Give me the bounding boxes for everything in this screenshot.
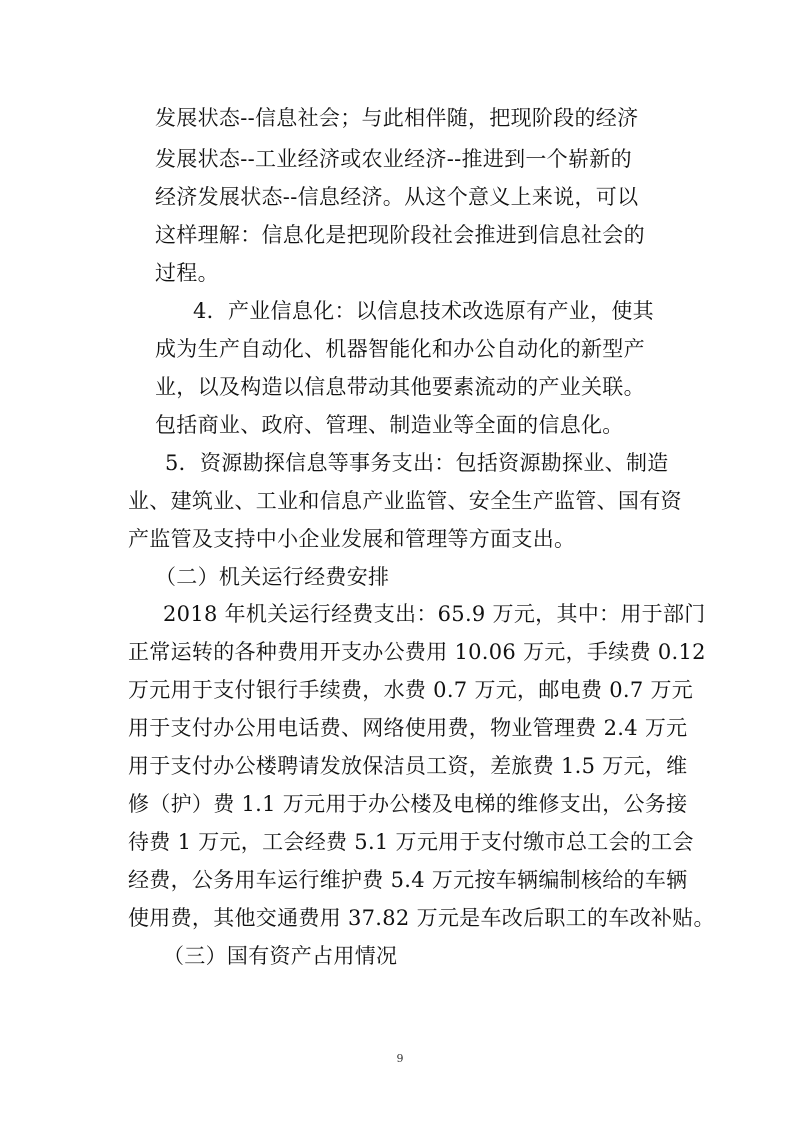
text-line: 用于支付办公楼聘请发放保洁员工资，差旅费 1.5 万元，维 <box>128 754 688 778</box>
text-line: 这样理解：信息化是把现阶段社会推进到信息社会的 <box>155 223 645 247</box>
page-number: 9 <box>396 1052 404 1065</box>
text-line: 待费 1 万元，工会经费 5.1 万元用于支付缴市总工会的工会 <box>128 830 694 854</box>
list-item-heading: 5．资源勘探信息等事务支出：包括资源勘探业、制造 <box>165 451 669 475</box>
text-line: 发展状态--信息社会；与此相伴随，把现阶段的经济 <box>155 106 639 130</box>
text-line: 成为生产自动化、机器智能化和办公自动化的新型产 <box>155 337 645 361</box>
text-line: 发展状态--工业经济或农业经济--推进到一个崭新的 <box>155 147 632 171</box>
text-line: 产监管及支持中小企业发展和管理等方面支出。 <box>128 527 576 551</box>
text-line: 过程。 <box>155 261 219 285</box>
text-line: 使用费，其他交通费用 37.82 万元是车改后职工的车改补贴。 <box>128 906 715 930</box>
text-line: 业、建筑业、工业和信息产业监管、安全生产监管、国有资 <box>128 489 682 513</box>
text-line: 包括商业、政府、管理、制造业等全面的信息化。 <box>155 413 624 437</box>
text-line: 业，以及构造以信息带动其他要素流动的产业关联。 <box>155 375 645 399</box>
text-line: 经费，公务用车运行维护费 5.4 万元按车辆编制核给的车辆 <box>128 868 688 892</box>
text-line: 经济发展状态--信息经济。从这个意义上来说，可以 <box>155 185 639 209</box>
section-heading: （三）国有资产占用情况 <box>163 944 398 968</box>
text-line: 2018 年机关运行经费支出：65.9 万元，其中：用于部门 <box>163 602 706 626</box>
list-item-heading: 4．产业信息化：以信息技术改选原有产业，使其 <box>193 299 654 323</box>
section-heading: （二）机关运行经费安排 <box>155 565 390 589</box>
text-line: 用于支付办公用电话费、网络使用费，物业管理费 2.4 万元 <box>128 716 688 740</box>
text-line: 修（护）费 1.1 万元用于办公楼及电梯的维修支出，公务接 <box>128 792 688 816</box>
text-line: 正常运转的各种费用开支办公费用 10.06 万元，手续费 0.12 <box>128 640 706 664</box>
text-line: 万元用于支付银行手续费，水费 0.7 万元，邮电费 0.7 万元 <box>128 678 694 702</box>
